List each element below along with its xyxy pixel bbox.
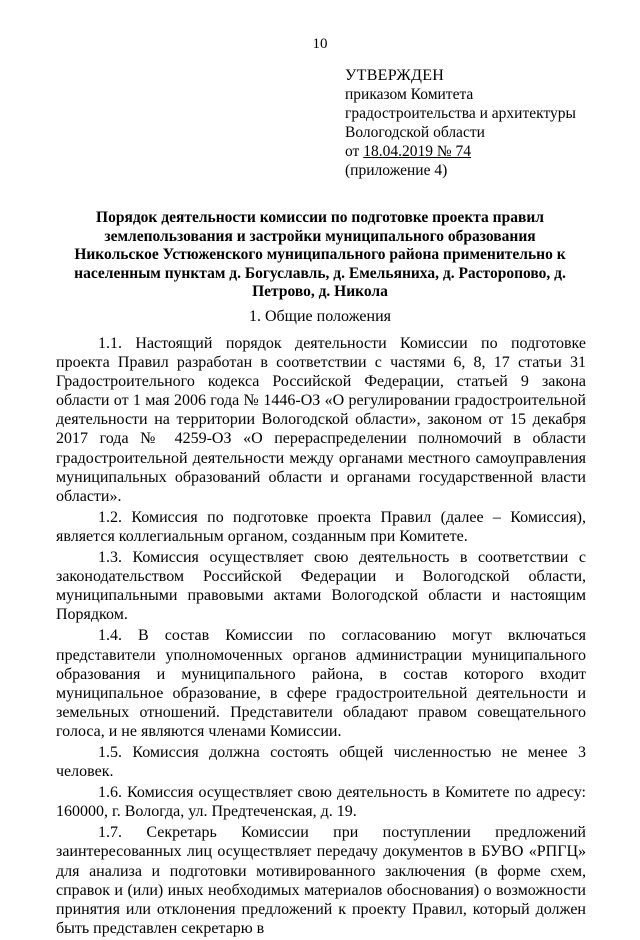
approval-date-line	[345, 142, 625, 161]
paragraph-1-7: 1.7. Секретарь Комиссии при поступлении предложений заинтересованных лиц осуществляет передачу документов в БУВО «РПГЦ» для анализа и подготовки мотивированного заключения (в форме схем, справок и (или) иных необходимых материалов обоснования) о возможности принятия или отклонения предложений к проекту Правил, который должен быть представлен секретарю в	[56, 824, 586, 937]
paragraph-1-4: 1.4. В состав Комиссии по согласованию могут включаться представители уполномоченных органов администрации муниципального образования и муниципального района, в состав которого входит муниципальное образование, в сфере градостроительной деятельности и земельных отношений. Представители обладают правом совещательного голоса, и не являются членами Комиссии.	[56, 627, 586, 740]
approval-appendix: (приложение 4)	[345, 162, 448, 179]
paragraph-1-5: 1.5. Комиссия должна состоять общей численностью не менее 3 человек.	[56, 743, 586, 781]
document-title: Порядок деятельности комиссии по подготовке проекта правил землепользования и застройки муниципального образования Никольское Устюженского муниципального района применительно к населенным пунктам д. Богуславль, д. Емельяниха, д. Расторопово, д. Петрово, д. Никола	[74, 209, 566, 300]
paragraph-1-6: 1.6. Комиссия осуществляет свою деятельность в Комитете по адресу: 160000, г. Вологда, ул. Предтеченская, д. 19.	[56, 784, 586, 821]
approval-block	[345, 66, 625, 180]
approval-line-3: Вологодской области	[345, 124, 485, 141]
approval-line-1: приказом Комитета	[345, 86, 474, 103]
approval-number: № 74	[432, 143, 471, 160]
approval-line-2: градостроительства и архитектуры	[345, 105, 576, 122]
document-body	[56, 334, 586, 940]
approval-date-prefix: от	[345, 143, 364, 160]
section-heading: 1. Общие положения	[248, 308, 392, 325]
approval-date: 18.04.2019	[363, 143, 433, 160]
paragraph-1-3: 1.3. Комиссия осуществляет свою деятельность в соответствии с законодательством Российской Федерации и Вологодской области, муниципальными правовыми актами Вологодской области и настоящим Порядком.	[56, 549, 586, 624]
paragraph-1-2: 1.2. Комиссия по подготовке проекта Правил (далее – Комиссия), является коллегиальным органом, созданным при Комитете.	[56, 508, 586, 545]
approval-heading: УТВЕРЖДЕН	[345, 67, 445, 84]
page-number: 10	[312, 36, 328, 52]
paragraph-1-1: 1.1. Настоящий порядок деятельности Комиссии по подготовке проекта Правил разработан в соответствии с частями 6, 8, 17 статьи 31 Градостроительного кодекса Российской Федерации, статьей 9 закона области от 1 мая 2006 года № 1446-ОЗ «О регулировании градостроительной деятельности на территории Вологодской области», законом от 15 декабря 2017 года № 4259-ОЗ «О перераспределении полномочий в области градостроительной деятельности между органами местного самоуправления муниципальных образований области и органами государственной власти области».	[56, 335, 586, 505]
